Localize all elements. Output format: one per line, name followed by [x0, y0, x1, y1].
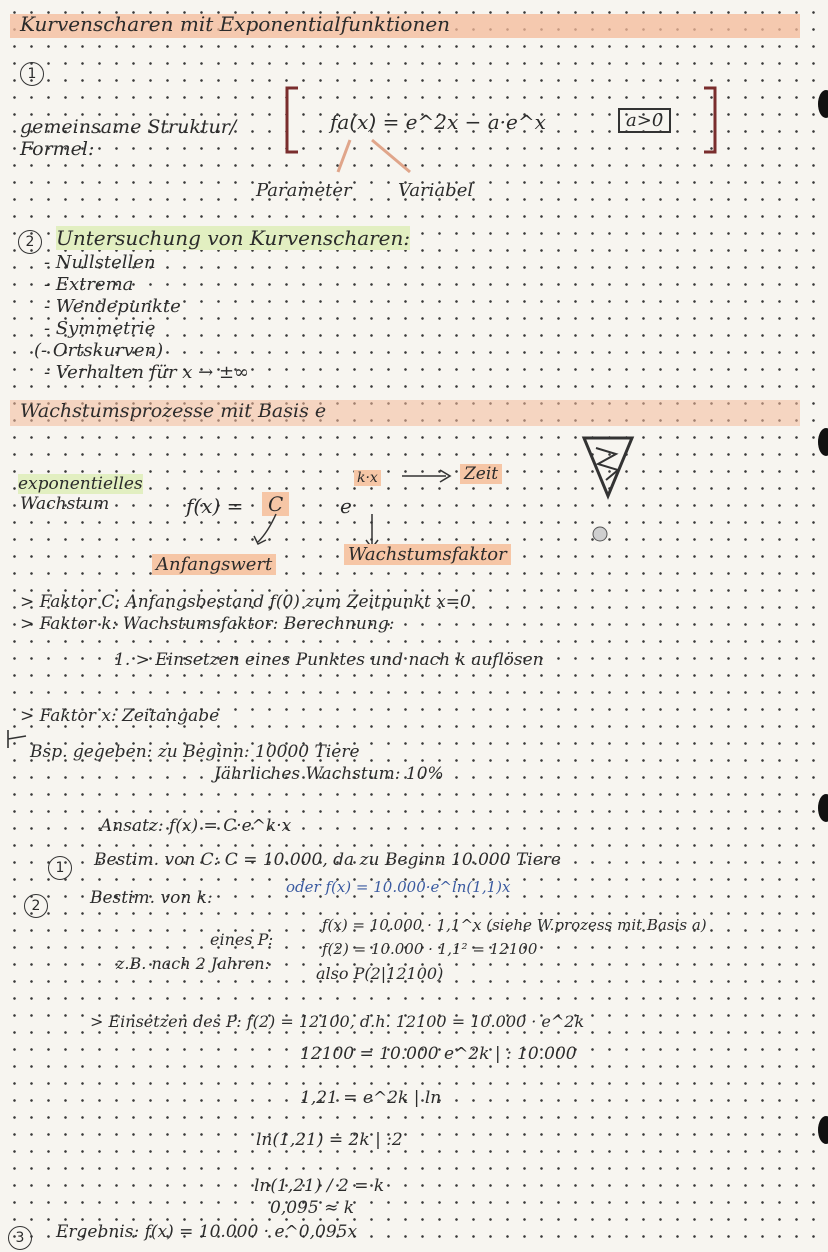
binder-hole — [818, 428, 828, 456]
example-ansatz: Ansatz: f(x) = C·e^k·x — [100, 816, 292, 836]
section-2-number: 2 — [18, 230, 42, 254]
page-title: Kurvenscharen mit Exponentialfunktionen — [20, 12, 451, 36]
step-2-alternative: oder f(x) = 10.000·e^ln(1,1)x — [286, 878, 511, 896]
growth-exponent: k·x — [354, 470, 381, 486]
result-line: Ergebnis: f(x) = 10.000 · e^0,095x — [56, 1222, 358, 1242]
section-2-heading: Untersuchung von Kurvenscharen: — [56, 226, 411, 250]
step-2-text: Bestim. von k: — [90, 888, 213, 908]
growth-label: exponentielles — [18, 474, 143, 494]
step-1-text: Bestim. von C: C = 10.000, da zu Beginn 10.000 Tiere — [94, 850, 561, 870]
section-2-item: - Wendepunkte — [44, 296, 181, 317]
section-2-item: - Verhalten für x → ±∞ — [44, 362, 250, 383]
binder-hole — [818, 1116, 828, 1144]
zb-label: z.B. nach 2 Jahren: — [116, 954, 270, 973]
anfangswert-label: Anfangswert — [152, 554, 276, 575]
binder-hole — [818, 90, 828, 118]
annotation-variable: Variabel — [398, 180, 474, 201]
binder-hole — [818, 794, 828, 822]
equation-1: 12100 = 10.000 e^2k | : 10.000 — [300, 1044, 577, 1064]
equation-5: 0,095 ≈ k — [270, 1198, 355, 1218]
equation-4: ln(1,21) / 2 = k — [254, 1176, 385, 1196]
annotation-parameter: Parameter — [256, 180, 352, 201]
step-einsetzen: 1. > Einsetzen eines Punktes und nach k auflösen — [114, 650, 544, 670]
step-1-number: 1 — [48, 856, 72, 880]
example-given: Bsp. gegeben: zu Beginn: 10000 Tiere — [30, 742, 360, 762]
wachstumsfaktor-label: Wachstumsfaktor — [344, 544, 511, 565]
growth-formula-e: e — [340, 494, 352, 518]
equation-3: ln(1,21) = 2k | :2 — [256, 1130, 403, 1150]
faktor-c-line: > Faktor C: Anfangsbestand f(0) zum Zeitpunkt x=0 — [20, 592, 471, 612]
annotation-arrows — [310, 136, 450, 184]
growth-label-2: Wachstum — [20, 494, 110, 514]
arrow-right-icon — [400, 466, 456, 486]
growth-formula-left: f(x) = — [186, 494, 244, 518]
zeit-label: Zeit — [460, 464, 502, 484]
eines-p-label: eines P: — [210, 930, 274, 949]
calc-line-b: f(2) = 10.000 · 1,1² = 12100 — [322, 940, 538, 958]
einsetzen-line: > Einsetzen des P: f(2) = 12100, d.h. 12100 = 10.000 · e^2k — [90, 1012, 585, 1031]
section-2-item: - Extrema — [44, 274, 134, 295]
section-2-item: - Nullstellen — [44, 252, 156, 273]
calc-line-a: f(x) = 10.000 · 1,1^x (siehe W.prozess mit Basis a) — [322, 916, 707, 934]
bracket-left-icon — [282, 84, 302, 156]
step-3-number: 3 — [8, 1226, 32, 1250]
equation-2: 1,21 = e^2k | ln — [300, 1088, 442, 1108]
point-also: also P(2|12100) — [316, 964, 444, 983]
section-2-item: (- Ortskurven) — [34, 340, 164, 361]
structure-label: gemeinsame Struktur/ — [20, 116, 237, 138]
formula-label: Formel: — [20, 138, 95, 160]
margin-mark-icon — [4, 728, 30, 750]
section-1-number: 1 — [20, 62, 44, 86]
step-2-number: 2 — [24, 894, 48, 918]
growth-formula-c: C — [262, 492, 289, 516]
faktor-k-line: > Faktor k: Wachstumsfaktor: Berechnung: — [20, 614, 395, 634]
condition-box: a>0 — [618, 108, 671, 133]
wachstum-heading: Wachstumsprozesse mit Basis e — [20, 400, 327, 422]
faktor-x-line: > Faktor x: Zeitangabe — [20, 706, 220, 726]
warning-icon — [580, 434, 636, 554]
family-formula: fa(x) = e^2x − a·e^x — [330, 110, 546, 134]
section-2-item: - Symmetrie — [44, 318, 156, 339]
bracket-right-icon — [700, 84, 720, 156]
example-growth: Jährliches Wachstum: 10% — [214, 764, 444, 784]
